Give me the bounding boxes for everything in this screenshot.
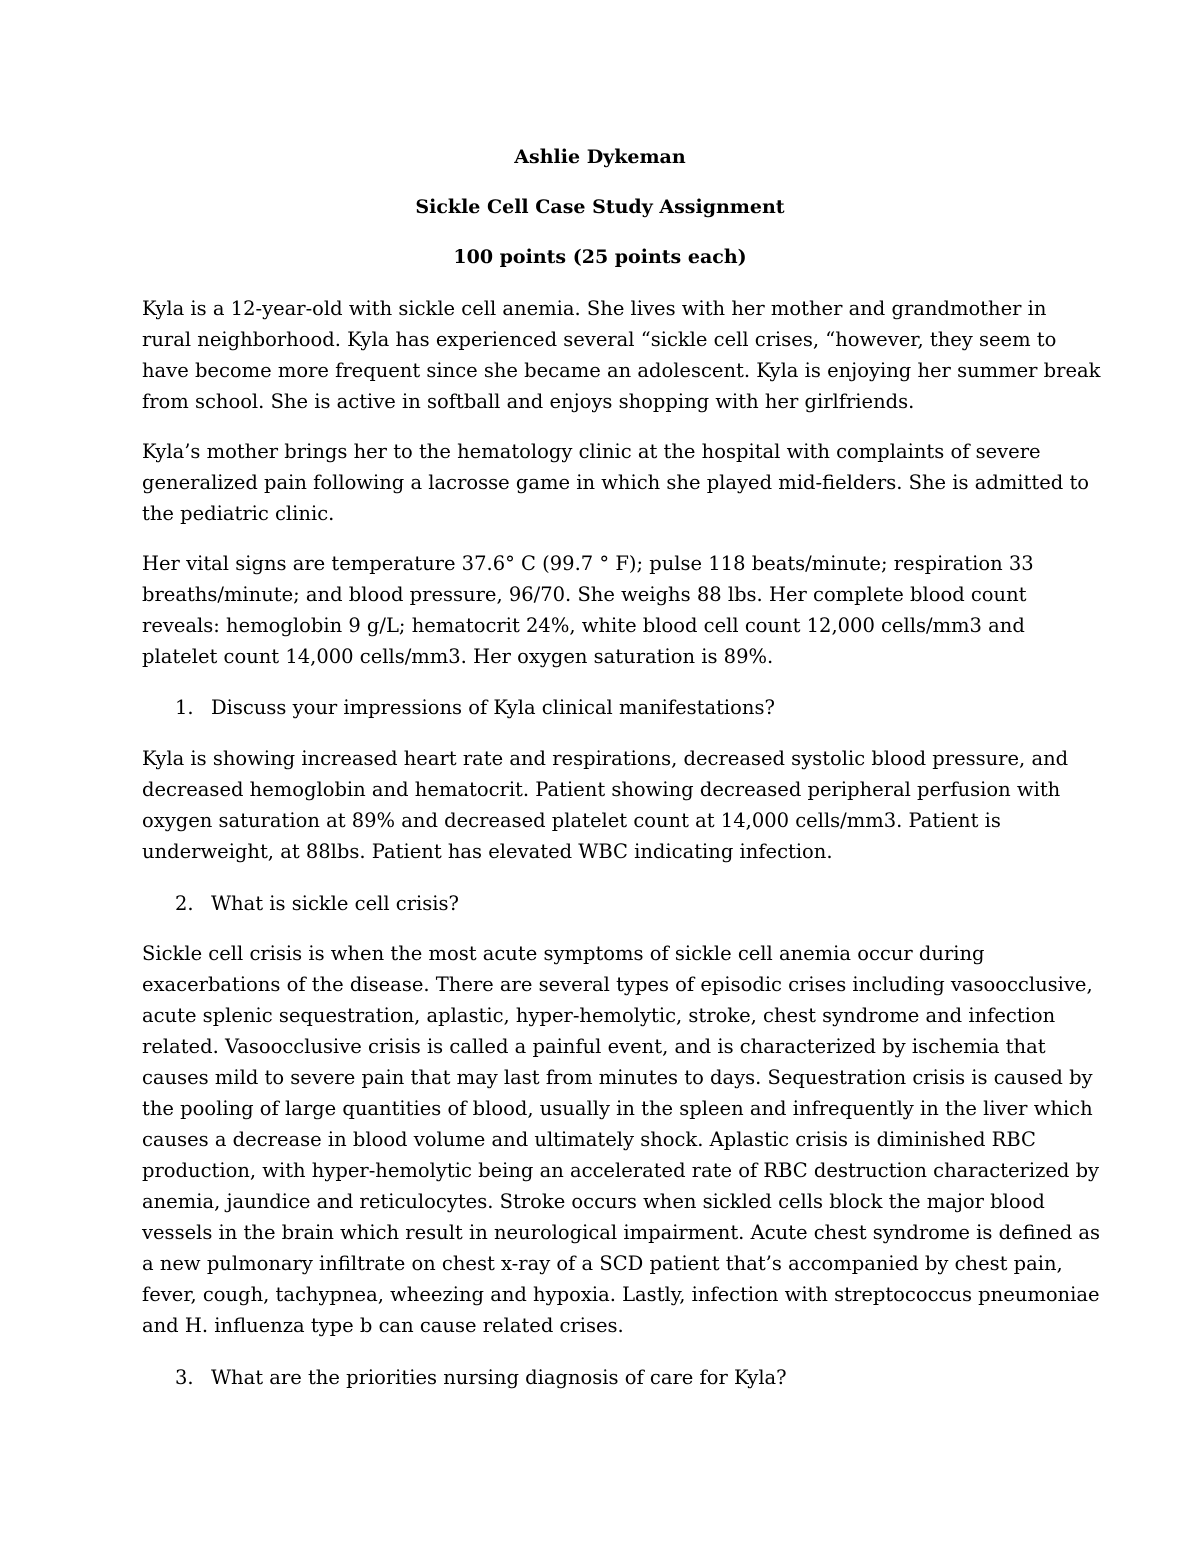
question-text: What is sickle cell crisis? <box>211 892 459 915</box>
text-line: Kyla is a 12-year-old with sickle cell anemia. She lives with her mother and grandmother in <box>142 297 1047 320</box>
text-line: a new pulmonary infiltrate on chest x-ray of a SCD patient that’s accompanied by chest pain, <box>142 1252 1063 1275</box>
question-text: What are the priorities nursing diagnosis of care for Kyla? <box>211 1366 787 1389</box>
text-line: reveals: hemoglobin 9 g/L; hematocrit 24%, white blood cell count 12,000 cells/mm3 and <box>142 614 1025 637</box>
text-line: production, with hyper-hemolytic being an accelerated rate of RBC destruction characterized by <box>142 1159 1100 1182</box>
text-line: the pooling of large quantities of blood, usually in the spleen and infrequently in the liver which <box>142 1097 1093 1120</box>
text-line: causes mild to severe pain that may last from minutes to days. Sequestration crisis is caused by <box>142 1066 1093 1089</box>
author-name: Ashlie Dykeman <box>514 146 686 168</box>
text-line: generalized pain following a lacrosse game in which she played mid-fielders. She is admitted to <box>142 471 1090 494</box>
text-line: exacerbations of the disease. There are several types of episodic crises including vasoocclusive, <box>142 973 1093 996</box>
text-line: from school. She is active in softball and enjoys shopping with her girlfriends. <box>142 390 915 413</box>
assignment-title: Sickle Cell Case Study Assignment <box>415 196 785 218</box>
text-line: decreased hemoglobin and hematocrit. Patient showing decreased peripheral perfusion with <box>142 778 1061 801</box>
text-line: breaths/minute; and blood pressure, 96/70. She weighs 88 lbs. Her complete blood count <box>142 583 1027 606</box>
text-line: Her vital signs are temperature 37.6° C (99.7 ° F); pulse 118 beats/minute; respiration 33 <box>142 552 1034 575</box>
question-number: 1. <box>175 696 194 719</box>
answer-1 <box>142 743 1072 867</box>
text-line: Kyla is showing increased heart rate and respirations, decreased systolic blood pressure, and <box>142 747 1069 770</box>
text-line: anemia, jaundice and reticulocytes. Stroke occurs when sickled cells block the major blood <box>142 1190 1045 1213</box>
question-text: Discuss your impressions of Kyla clinical manifestations? <box>211 696 775 719</box>
answer-2 <box>142 938 1101 1341</box>
text-line: the pediatric clinic. <box>142 502 335 525</box>
question-3 <box>175 1362 787 1393</box>
text-line: related. Vasoocclusive crisis is called a painful event, and is characterized by ischemia that <box>142 1035 1046 1058</box>
text-line: Sickle cell crisis is when the most acute symptoms of sickle cell anemia occur during <box>142 942 985 965</box>
question-number: 2. <box>175 892 194 915</box>
text-line: fever, cough, tachypnea, wheezing and hypoxia. Lastly, infection with streptococcus pneumoniae <box>142 1283 1100 1306</box>
text-line: underweight, at 88lbs. Patient has elevated WBC indicating infection. <box>142 840 833 863</box>
text-line: acute splenic sequestration, aplastic, hyper-hemolytic, stroke, chest syndrome and infection <box>142 1004 1056 1027</box>
points-line: 100 points (25 points each) <box>453 246 747 268</box>
text-line: oxygen saturation at 89% and decreased platelet count at 14,000 cells/mm3. Patient is <box>142 809 1001 832</box>
intro-paragraph-1 <box>142 293 1101 417</box>
text-line: vessels in the brain which result in neurological impairment. Acute chest syndrome is defined as <box>142 1221 1101 1244</box>
vitals-paragraph <box>142 548 1072 672</box>
question-2 <box>175 888 459 919</box>
text-line: and H. influenza type b can cause related crises. <box>142 1314 624 1337</box>
text-line: platelet count 14,000 cells/mm3. Her oxygen saturation is 89%. <box>142 645 774 668</box>
intro-paragraph-2 <box>142 436 1090 529</box>
text-line: causes a decrease in blood volume and ultimately shock. Aplastic crisis is diminished RBC <box>142 1128 1036 1151</box>
text-line: rural neighborhood. Kyla has experienced several “sickle cell crises, “however, they seem to <box>142 328 1057 351</box>
text-line: Kyla’s mother brings her to the hematology clinic at the hospital with complaints of severe <box>142 440 1041 463</box>
text-line: have become more frequent since she became an adolescent. Kyla is enjoying her summer break <box>142 359 1101 382</box>
question-1 <box>175 692 775 723</box>
question-number: 3. <box>175 1366 194 1389</box>
